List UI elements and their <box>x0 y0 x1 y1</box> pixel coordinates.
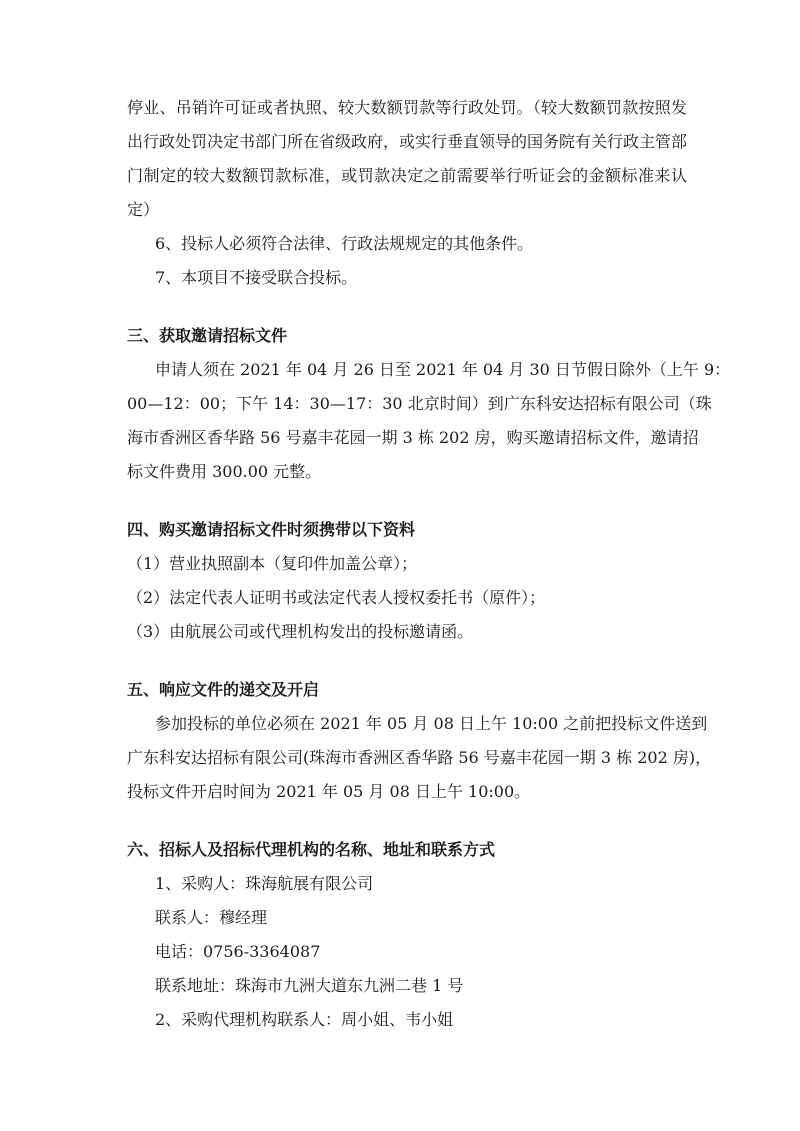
section-3-line-3: 海市香洲区香华路 56 号嘉丰花园一期 3 栋 202 房，购买邀请招标文件，邀请招 <box>127 428 699 447</box>
intro-item-6: 6、投标人必须符合法律、行政法规规定的其他条件。 <box>155 234 534 253</box>
section-5-heading: 五、响应文件的递交及开启 <box>127 680 320 699</box>
section-5-line-3: 投标文件开启时间为 2021 年 05 月 08 日上午 10:00。 <box>127 782 531 801</box>
section-3-line-1: 申请人须在 2021 年 04 月 26 日至 2021 年 04 月 30 日节假日除外（上午 9： <box>155 360 731 379</box>
section-4-item-3: （3）由航展公司或代理机构发出的投标邀请函。 <box>127 622 474 641</box>
intro-line-2: 出行政处罚决定书部门所在省级政府，或实行垂直领导的国务院有关行政主管部 <box>127 132 688 151</box>
agency-contact-line: 2、采购代理机构联系人：周小姐、韦小姐 <box>155 1010 454 1029</box>
section-6-heading: 六、招标人及招标代理机构的名称、地址和联系方式 <box>127 840 496 859</box>
section-5-line-2: 广东科安达招标有限公司(珠海市香洲区香华路 56 号嘉丰花园一期 3 栋 202 房)， <box>127 748 712 767</box>
address-line: 联系地址：珠海市九洲大道东九洲二巷 1 号 <box>155 976 464 995</box>
section-3-line-2: 00—12：00；下午 14：30—17：30 北京时间）到广东科安达招标有限公司（珠 <box>127 394 712 413</box>
intro-line-1: 停业、吊销许可证或者执照、较大数额罚款等行政处罚。（较大数额罚款按照发 <box>127 98 687 117</box>
section-4-heading: 四、购买邀请招标文件时须携带以下资料 <box>127 520 416 539</box>
intro-line-3: 门制定的较大数额罚款标准，或罚款决定之前需要举行听证会的金额标准来认 <box>127 166 687 185</box>
section-4-item-2: （2）法定代表人证明书或法定代表人授权委托书（原件）； <box>127 588 546 607</box>
intro-line-4: 定） <box>127 200 160 219</box>
section-5-line-1: 参加投标的单位必须在 2021 年 05 月 08 日上午 10:00 之前把投标文件送到 <box>155 714 708 733</box>
intro-item-7: 7、本项目不接受联合投标。 <box>155 268 358 287</box>
section-3-line-4: 标文件费用 300.00 元整。 <box>127 462 322 481</box>
purchaser-line: 1、采购人：珠海航展有限公司 <box>155 874 374 893</box>
section-4-item-1: （1）营业执照副本（复印件加盖公章）； <box>127 554 418 573</box>
contact-person-line: 联系人：穆经理 <box>155 908 268 927</box>
section-3-heading: 三、获取邀请招标文件 <box>127 326 288 345</box>
phone-line: 电话：0756-3364087 <box>155 942 321 961</box>
